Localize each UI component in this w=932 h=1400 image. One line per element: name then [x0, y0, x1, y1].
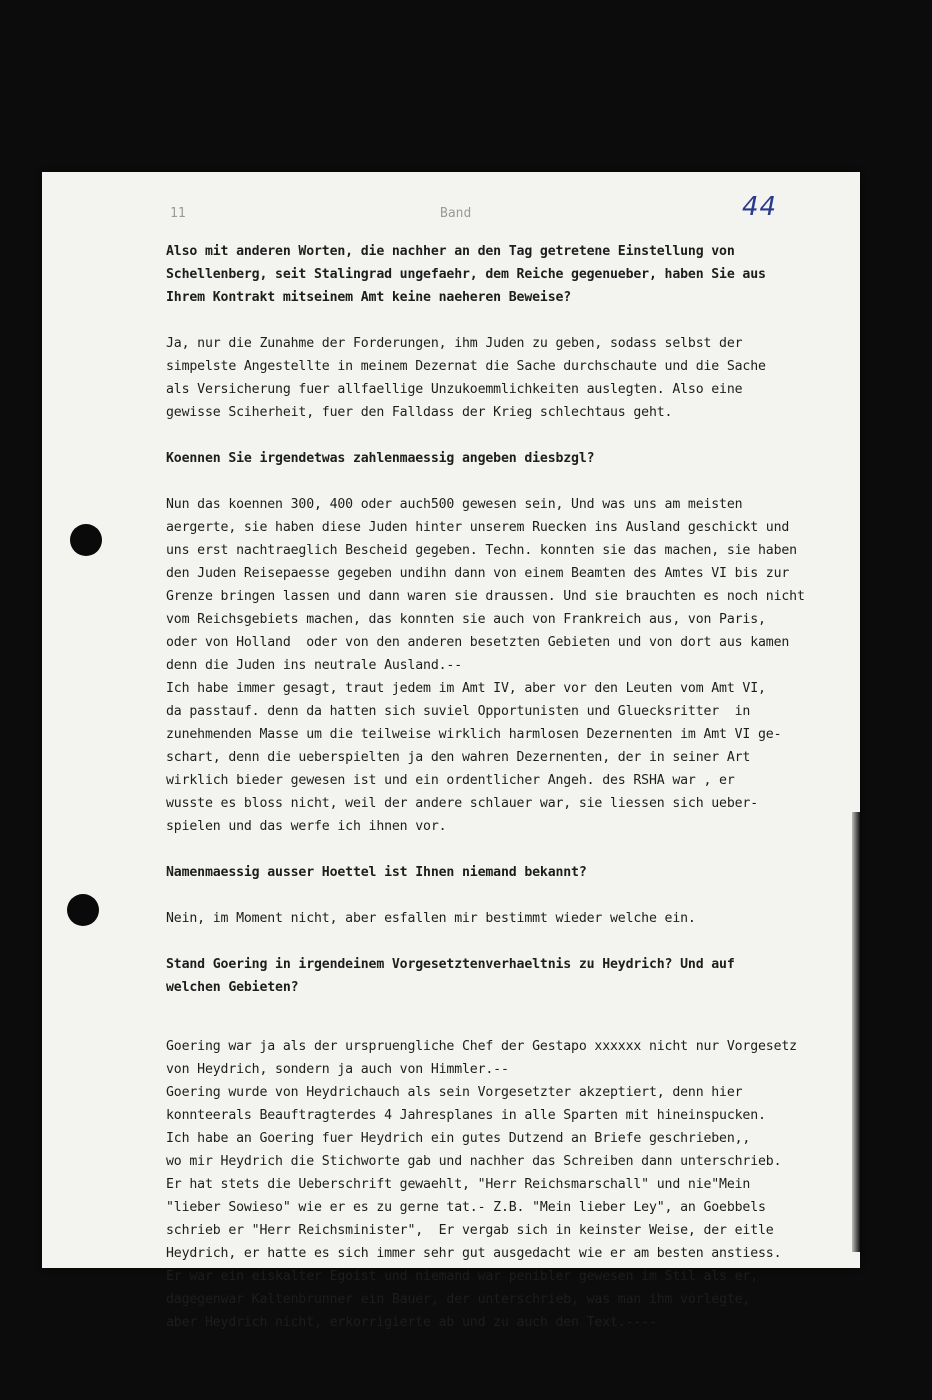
text-line: Nun das koennen 300, 400 oder auch500 gewesen sein, Und was uns am meisten: [166, 497, 743, 512]
question-paragraph: [166, 861, 866, 884]
text-line: als Versicherung fuer allfaellige Unzukoemmlichkeiten auslegten. Also eine: [166, 382, 743, 397]
text-line: Nein, im Moment nicht, aber esfallen mir bestimmt wieder welche ein.: [166, 911, 696, 926]
text-line: denn die Juden ins neutrale Ausland.--: [166, 658, 463, 673]
text-line: Er hat stets die Ueberschrift gewaehlt, "Herr Reichsmarschall" und nie"Mein: [166, 1177, 751, 1192]
answer-paragraph: [166, 907, 866, 930]
text-line: zunehmenden Masse um die teilweise wirklich harmlosen Dezernenten im Amt VI ge-: [166, 727, 782, 742]
question-paragraph: [166, 240, 866, 309]
answer-paragraph: [166, 493, 866, 838]
handwritten-page-number: 44: [742, 192, 778, 222]
text-line: aber Heydrich nicht, erkorrigierte ab und zu auch den Text.----: [166, 1315, 657, 1330]
text-line: konnteerals Beauftragterdes 4 Jahresplanes in alle Sparten mit hineinspucken.: [166, 1108, 766, 1123]
text-line: Goering wurde von Heydrichauch als sein Vorgesetzter akzeptiert, denn hier: [166, 1085, 743, 1100]
text-line: Also mit anderen Worten, die nachher an den Tag getretene Einstellung von: [166, 244, 735, 259]
header-center: Band: [440, 206, 472, 221]
text-line: wo mir Heydrich die Stichworte gab und nachher das Schreiben dann unterschrieb.: [166, 1154, 782, 1169]
text-line: von Heydrich, sondern ja auch von Himmler.--: [166, 1062, 509, 1077]
text-line: dagegenwar Kaltenbrunner ein Bauer, der unterschrieb, was man ihm vorlegte,: [166, 1292, 751, 1307]
text-line: oder von Holland oder von den anderen besetzten Gebieten und von dort aus kamen: [166, 635, 790, 650]
text-line: Grenze bringen lassen und dann waren sie draussen. Und sie brauchten es noch nicht: [166, 589, 805, 604]
text-line: Goering war ja als der urspruengliche Chef der Gestapo xxxxxx nicht nur Vorgesetz: [166, 1039, 797, 1054]
text-line: wirklich bieder gewesen ist und ein ordentlicher Angeh. des RSHA war , er: [166, 773, 735, 788]
answer-paragraph: [166, 332, 866, 424]
text-line: Ich habe an Goering fuer Heydrich ein gutes Dutzend an Briefe geschrieben,,: [166, 1131, 751, 1146]
text-line: Ich habe immer gesagt, traut jedem im Amt IV, aber vor den Leuten vom Amt VI,: [166, 681, 766, 696]
header-left: 11: [170, 206, 186, 221]
text-line: spielen und das werfe ich ihnen vor.: [166, 819, 447, 834]
text-line: Heydrich, er hatte es sich immer sehr gut ausgedacht wie er am besten anstiess.: [166, 1246, 782, 1261]
text-line: gewisse Sciherheit, fuer den Falldass der Krieg schlechtaus geht.: [166, 405, 673, 420]
text-line: Namenmaessig ausser Hoettel ist Ihnen niemand bekannt?: [166, 865, 587, 880]
answer-paragraph: [166, 1035, 866, 1334]
text-line: uns erst nachtraeglich Bescheid gegeben. Techn. konnten sie das machen, sie haben: [166, 543, 797, 558]
text-line: den Juden Reisepaesse gegeben undihn dann von einem Beamten des Amtes VI bis zur: [166, 566, 790, 581]
text-line: simpelste Angestellte in meinem Dezernat die Sache durchschaute und die Sache: [166, 359, 766, 374]
punch-hole: [70, 524, 102, 556]
question-paragraph: [166, 953, 866, 999]
text-line: da passtauf. denn da hatten sich suviel Opportunisten und Gluecksritter in: [166, 704, 751, 719]
text-line: welchen Gebieten?: [166, 980, 299, 995]
text-line: vom Reichsgebiets machen, das konnten sie auch von Frankreich aus, von Paris,: [166, 612, 766, 627]
text-line: aergerte, sie haben diese Juden hinter unserem Ruecken ins Ausland geschickt und: [166, 520, 790, 535]
text-line: Koennen Sie irgendetwas zahlenmaessig angeben diesbzgl?: [166, 451, 595, 466]
text-line: "lieber Sowieso" wie er es zu gerne tat.- Z.B. "Mein lieber Ley", an Goebbels: [166, 1200, 766, 1215]
text-line: Ihrem Kontrakt mitseinem Amt keine naeheren Beweise?: [166, 290, 572, 305]
punch-hole: [67, 894, 99, 926]
text-line: schart, denn die ueberspielten ja den wahren Dezernenten, der in seiner Art: [166, 750, 751, 765]
transcript-body: [166, 240, 866, 1334]
text-line: schrieb er "Herr Reichsminister", Er vergab sich in keinster Weise, der eitle: [166, 1223, 774, 1238]
text-line: Stand Goering in irgendeinem Vorgesetztenverhaeltnis zu Heydrich? Und auf: [166, 957, 735, 972]
text-line: Er war ein eiskalter Egoist und niemand war penibler gewesen im Stil als er,: [166, 1269, 759, 1284]
text-line: Ja, nur die Zunahme der Forderungen, ihm Juden zu geben, sodass selbst der: [166, 336, 743, 351]
text-line: wusste es bloss nicht, weil der andere schlauer war, sie liessen sich ueber-: [166, 796, 759, 811]
question-paragraph: [166, 447, 866, 470]
document-page: [42, 172, 860, 1330]
text-line: Schellenberg, seit Stalingrad ungefaehr, dem Reiche gegenueber, haben Sie aus: [166, 267, 766, 282]
